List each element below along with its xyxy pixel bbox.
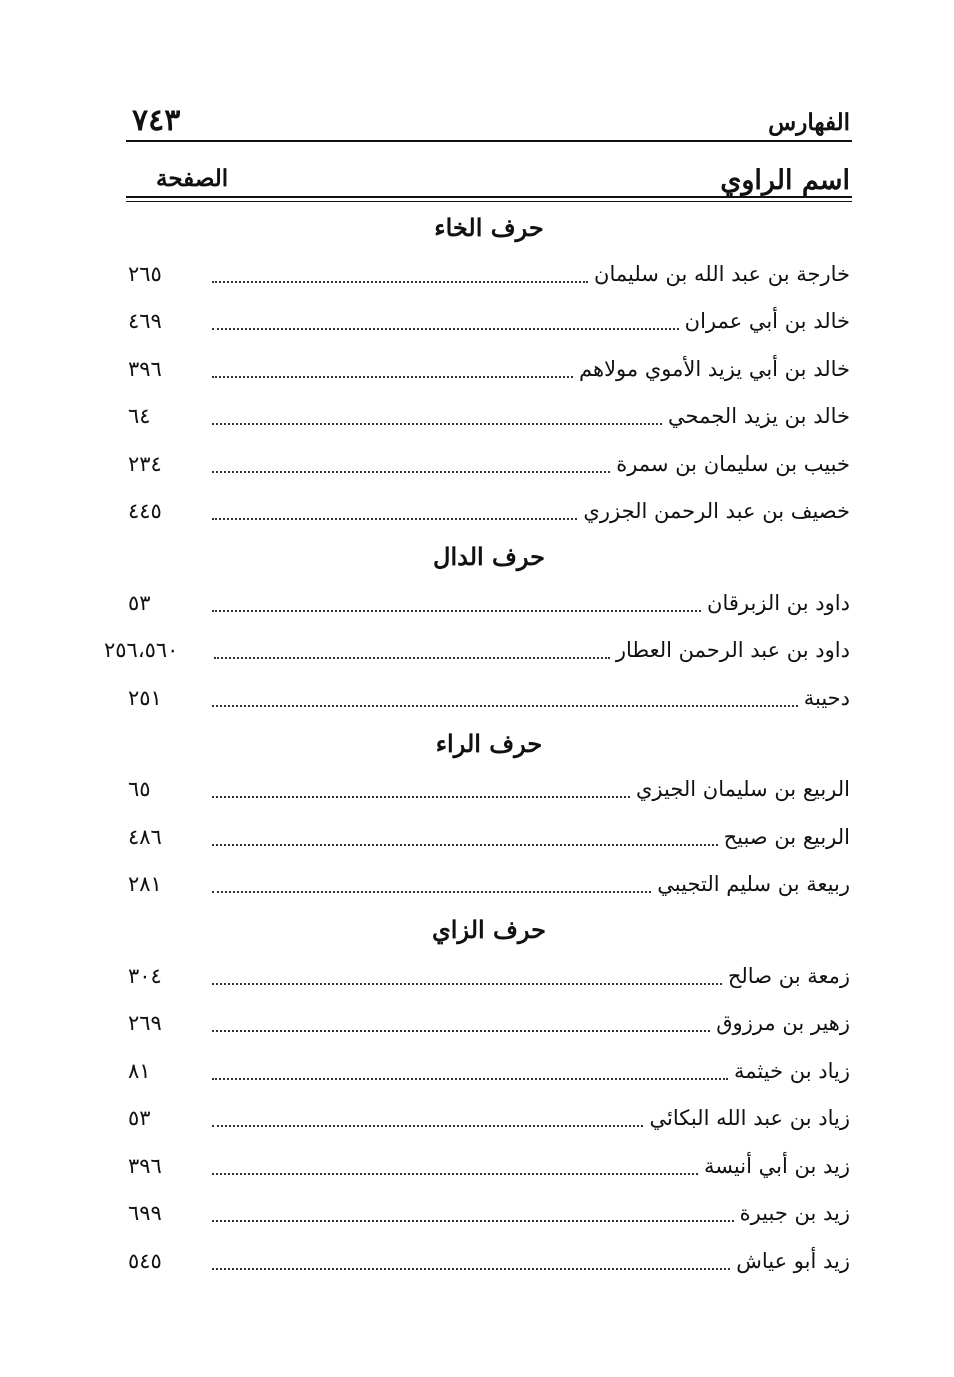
narrator-name: داود بن عبد الرحمن العطار bbox=[615, 638, 850, 663]
page-reference: ٣٠٤ bbox=[128, 963, 162, 988]
leader-dots bbox=[212, 376, 573, 378]
running-title: الفهارس bbox=[768, 109, 850, 136]
index-entry bbox=[128, 250, 850, 298]
leader-dots bbox=[212, 1030, 710, 1032]
page-reference: ٤٦٩ bbox=[128, 309, 162, 334]
index-entry bbox=[128, 861, 850, 909]
index-entry bbox=[128, 440, 850, 488]
index-entry bbox=[128, 813, 850, 861]
index-entry bbox=[128, 579, 850, 627]
page-reference: ٢٦٥ bbox=[128, 261, 162, 286]
index-entry bbox=[128, 674, 850, 722]
narrator-name: زيد بن جبيرة bbox=[739, 1201, 850, 1226]
narrator-name: ربيعة بن سليم التجيبي bbox=[657, 872, 850, 897]
page-reference: ٣٩٦ bbox=[128, 1153, 162, 1178]
narrator-name: خالد بن أبي يزيد الأموي مولاهم bbox=[579, 356, 850, 381]
leader-dots bbox=[212, 844, 718, 846]
header-rule bbox=[126, 140, 852, 142]
leader-dots bbox=[212, 1078, 728, 1080]
narrator-name: زهير بن مرزوق bbox=[716, 1011, 850, 1036]
narrator-name: الربيع بن صبيح bbox=[723, 824, 850, 849]
narrator-name: خالد بن يزيد الجمحي bbox=[668, 404, 850, 429]
page-reference: ٢٣٤ bbox=[128, 451, 162, 476]
index-entry bbox=[128, 952, 850, 1000]
narrator-name-column-header: اسم الراوي bbox=[720, 165, 850, 196]
leader-dots bbox=[212, 423, 662, 425]
leader-dots bbox=[212, 1173, 698, 1175]
narrator-name: خبيب بن سليمان بن سمرة bbox=[616, 451, 850, 476]
section-heading: حرف الدال bbox=[433, 542, 545, 571]
page-number: ٧٤٣ bbox=[132, 103, 181, 138]
page-reference: ٦٤ bbox=[128, 404, 151, 429]
index-entry bbox=[128, 393, 850, 441]
page-reference: ٤٤٥ bbox=[128, 499, 162, 524]
running-head bbox=[128, 96, 850, 140]
narrator-name: زيد أبو عياش bbox=[736, 1248, 850, 1273]
narrator-name: زياد بن عبد الله البكائي bbox=[649, 1106, 850, 1131]
narrator-name: خارجة بن عبد الله بن سليمان bbox=[594, 261, 850, 286]
page-reference: ٢٥١ bbox=[128, 685, 162, 710]
narrator-name: داود بن الزبرقان bbox=[707, 590, 850, 615]
index-entry bbox=[128, 345, 850, 393]
page-reference: ٥٣ bbox=[128, 1106, 151, 1131]
index-body bbox=[104, 206, 850, 1285]
index-entry bbox=[128, 766, 850, 814]
leader-dots bbox=[212, 983, 722, 985]
index-entry bbox=[128, 1095, 850, 1143]
narrator-name: دحيبة bbox=[803, 685, 850, 710]
narrator-name: زياد بن خيثمة bbox=[734, 1058, 850, 1083]
page-reference: ٥٤٥ bbox=[128, 1248, 162, 1273]
page-reference: ٣٩٦ bbox=[128, 356, 162, 381]
column-header-rule-thin bbox=[126, 201, 852, 202]
leader-dots bbox=[212, 610, 701, 612]
index-entry bbox=[128, 1142, 850, 1190]
leader-dots bbox=[212, 518, 577, 520]
index-entry bbox=[128, 1047, 850, 1095]
index-entry bbox=[104, 627, 850, 675]
index-entry bbox=[128, 298, 850, 346]
narrator-name: زمعة بن صالح bbox=[727, 963, 850, 988]
leader-dots bbox=[212, 471, 610, 473]
narrator-name: خالد بن أبي عمران bbox=[684, 309, 850, 334]
narrator-name: زيد بن أبي أنيسة bbox=[703, 1153, 850, 1178]
index-entry bbox=[128, 488, 850, 536]
leader-dots bbox=[212, 1268, 730, 1270]
narrator-name: خصيف بن عبد الرحمن الجزري bbox=[583, 499, 850, 524]
index-entry bbox=[128, 1190, 850, 1238]
section-heading: حرف الزاي bbox=[432, 915, 546, 944]
leader-dots bbox=[212, 891, 651, 893]
page-reference: ٤٨٦ bbox=[128, 824, 162, 849]
index-entry bbox=[128, 1000, 850, 1048]
page-reference: ٥٣ bbox=[128, 590, 151, 615]
page-reference: ٢٨١ bbox=[128, 872, 162, 897]
index-entry bbox=[128, 1237, 850, 1285]
page-reference: ٢٦٩ bbox=[128, 1011, 162, 1036]
leader-dots bbox=[212, 796, 630, 798]
leader-dots bbox=[212, 1125, 643, 1127]
page-reference: ٦٥ bbox=[128, 777, 151, 802]
narrator-name: الربيع بن سليمان الجيزي bbox=[635, 777, 850, 802]
column-header-rule bbox=[126, 196, 852, 198]
column-headers bbox=[128, 154, 850, 198]
page-reference: ٢٥٦،٥٦٠ bbox=[104, 638, 179, 663]
page-column-header: الصفحة bbox=[156, 165, 229, 192]
leader-dots bbox=[212, 705, 798, 707]
leader-dots bbox=[212, 328, 679, 330]
leader-dots bbox=[212, 281, 588, 283]
page-reference: ٦٩٩ bbox=[128, 1201, 162, 1226]
leader-dots bbox=[214, 657, 610, 659]
section-heading: حرف الراء bbox=[435, 728, 543, 758]
section-heading: حرف الخاء bbox=[434, 213, 544, 242]
leader-dots bbox=[212, 1220, 734, 1222]
page-reference: ٨١ bbox=[128, 1058, 151, 1083]
